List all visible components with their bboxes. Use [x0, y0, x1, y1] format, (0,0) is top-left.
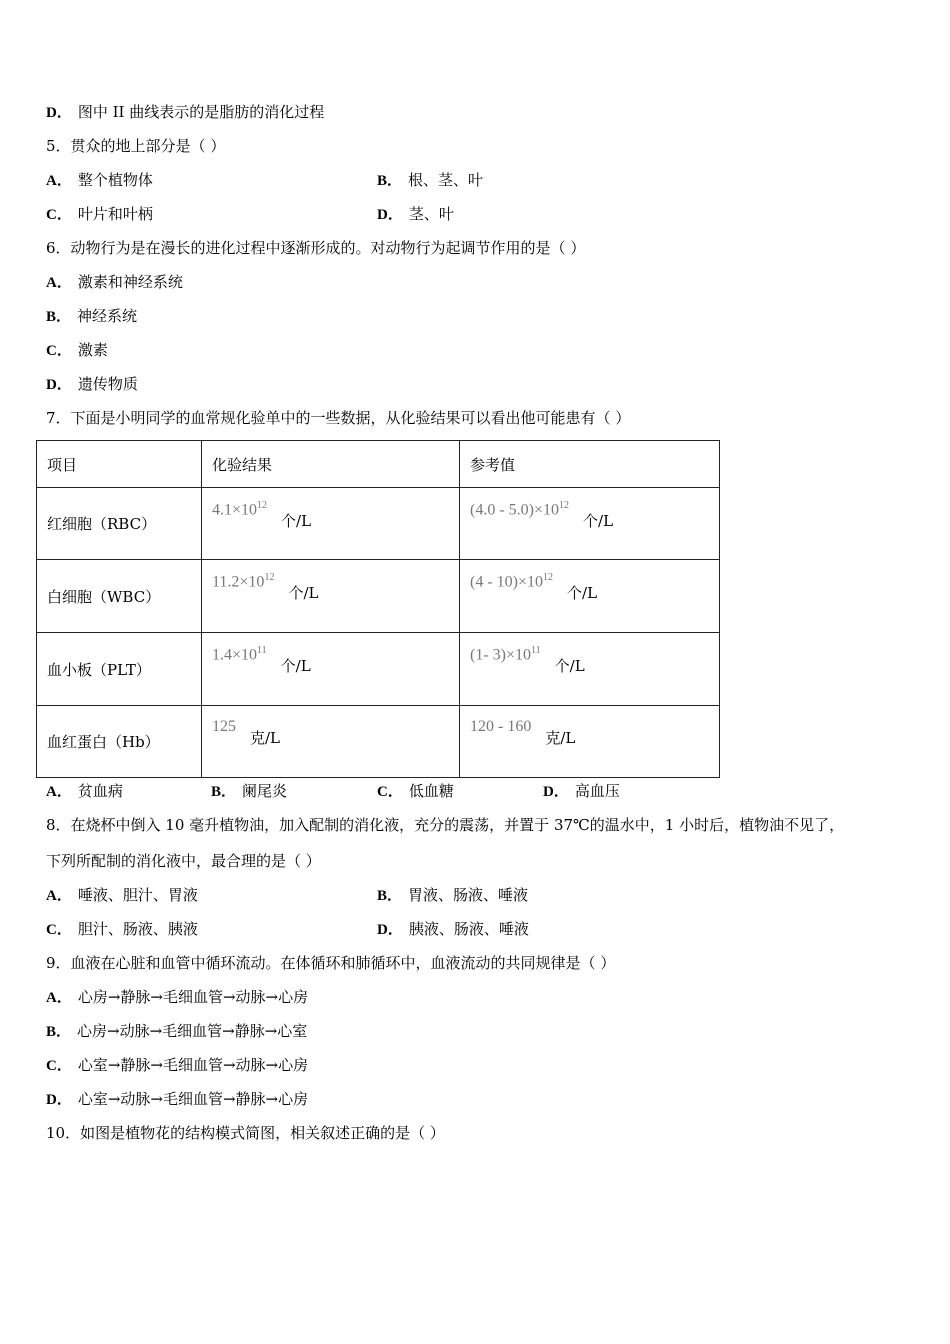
row-result: $11.2\times 10^{12}$个/L	[202, 560, 460, 633]
q6-option-d: D． 遗传物质	[46, 375, 138, 393]
row-reference: $(4 - 10)\times 10^{12}$个/L	[460, 560, 720, 633]
q6-stem: 6．动物行为是在漫长的进化过程中逐渐形成的。对动物行为起调节作用的是（ ）	[46, 239, 586, 257]
q8-option-a: A． 唾液、胆汁、胃液	[46, 886, 198, 904]
q7-option-d: D． 高血压	[543, 782, 620, 800]
q7-stem: 7．下面是小明同学的血常规化验单中的一些数据，从化验结果可以看出他可能患有（ ）	[46, 409, 631, 427]
row-result: $1.4\times 10^{11}$个/L	[202, 633, 460, 706]
header-result: 化验结果	[202, 441, 460, 488]
q5-stem: 5．贯众的地上部分是（ ）	[46, 137, 226, 155]
row-result: 125克/L	[202, 706, 460, 778]
header-reference: 参考值	[460, 441, 720, 488]
table-row	[37, 706, 720, 778]
table-row	[37, 560, 720, 633]
q5-option-d: D． 茎、叶	[377, 205, 454, 223]
header-item: 项目	[37, 441, 202, 488]
q7-option-c: C． 低血糖	[377, 782, 454, 800]
row-item: 血小板（PLT）	[37, 633, 202, 706]
row-item: 红细胞（RBC）	[37, 488, 202, 560]
row-item: 血红蛋白（Hb）	[37, 706, 202, 778]
q5-option-c: C． 叶片和叶柄	[46, 205, 153, 223]
q9-stem: 9．血液在心脏和血管中循环流动。在体循环和肺循环中，血液流动的共同规律是（ ）	[46, 954, 616, 972]
q4-option-d: D． 图中 II 曲线表示的是脂肪的消化过程	[46, 103, 325, 121]
q10-stem: 10．如图是植物花的结构模式简图，相关叙述正确的是（ ）	[46, 1124, 445, 1142]
q6-option-b: B． 神经系统	[46, 307, 138, 325]
q8-stem-continued: 下列所配制的消化液中，最合理的是（ ）	[46, 852, 321, 870]
row-item: 白细胞（WBC）	[37, 560, 202, 633]
q8-stem: 8．在烧杯中倒入 10 毫升植物油，加入配制的消化液，充分的震荡，并置于 37℃的温水中，1 小时后，植物油不见了，	[46, 816, 845, 834]
q5-option-b: B． 根、茎、叶	[377, 171, 484, 189]
q7-option-a: A． 贫血病	[46, 782, 123, 800]
row-result: $4.1\times 10^{12}$个/L	[202, 488, 460, 560]
q9-option-d: D． 心室→动脉→毛细血管→静脉→心房	[46, 1090, 309, 1108]
table-header-row	[37, 441, 720, 488]
q8-option-d: D． 胰液、肠液、唾液	[377, 920, 529, 938]
table-row	[37, 488, 720, 560]
q8-option-c: C． 胆汁、肠液、胰液	[46, 920, 198, 938]
q8-option-b: B． 胃液、肠液、唾液	[377, 886, 529, 904]
q6-option-a: A． 激素和神经系统	[46, 273, 183, 291]
q9-option-c: C． 心室→静脉→毛细血管→动脉→心房	[46, 1056, 309, 1074]
row-reference: 120 - 160克/L	[460, 706, 720, 778]
blood-test-table	[36, 440, 720, 778]
row-reference: $(4.0 - 5.0)\times 10^{12}$个/L	[460, 488, 720, 560]
q6-option-c: C． 激素	[46, 341, 108, 359]
q7-option-b: B． 阑尾炎	[211, 782, 288, 800]
row-reference: (1- $3)\times 10^{11}$个/L	[460, 633, 720, 706]
q9-option-a: A． 心房→静脉→毛细血管→动脉→心房	[46, 988, 309, 1006]
q5-option-a: A． 整个植物体	[46, 171, 153, 189]
q9-option-b: B． 心房→动脉→毛细血管→静脉→心室	[46, 1022, 308, 1040]
table-row	[37, 633, 720, 706]
